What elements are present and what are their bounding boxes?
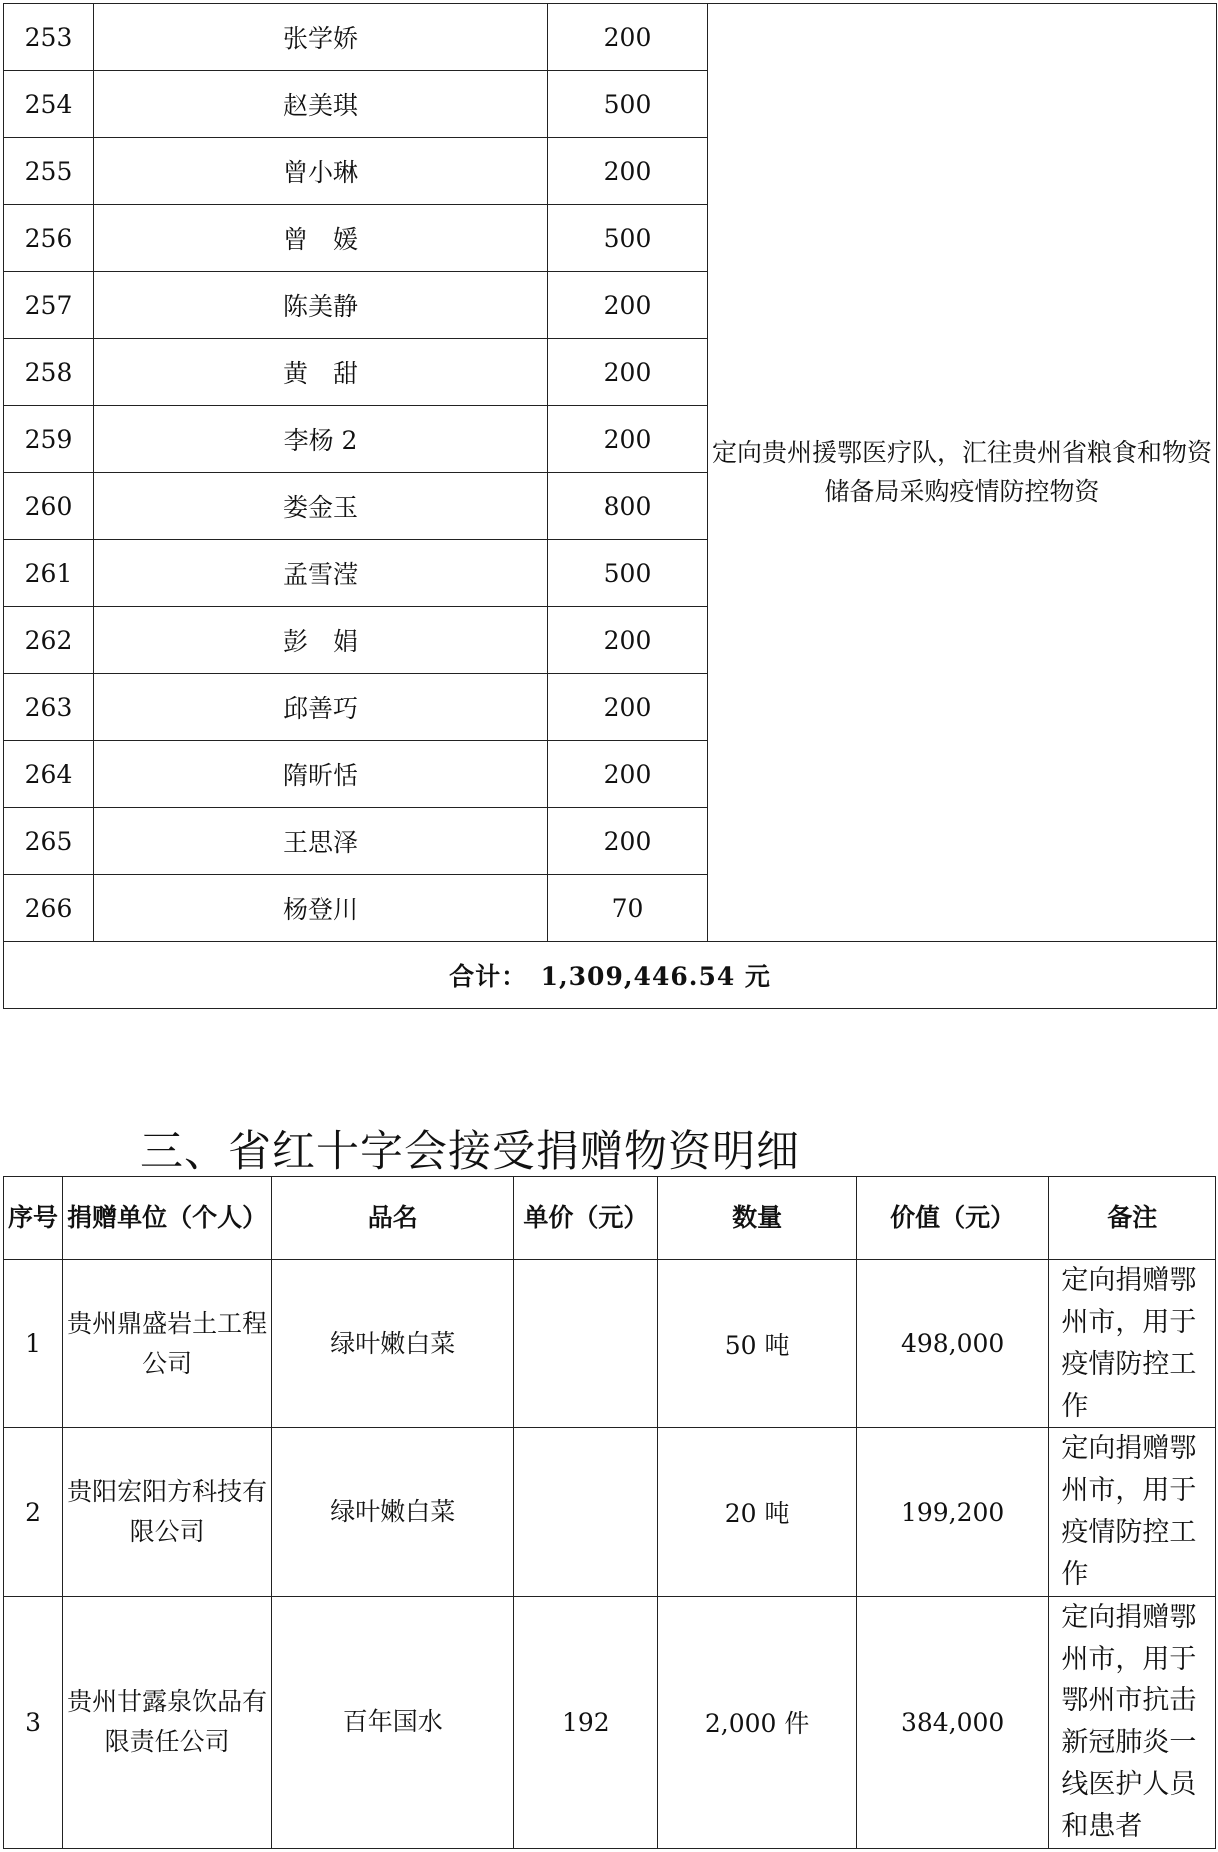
header-remark: 备注 [1049,1177,1216,1260]
row-number: 260 [4,473,94,540]
donor-name: 赵美琪 [94,71,548,138]
donor-name: 孟雪滢 [94,540,548,607]
row-number: 264 [4,741,94,808]
header-donor: 捐赠单位（个人） [63,1177,272,1260]
row-number: 258 [4,339,94,406]
donation-amount: 200 [548,674,708,741]
quantity: 50 吨 [658,1260,856,1428]
header-unit-price: 单价（元） [514,1177,658,1260]
total-amount: 合计： 1,309,446.54 元 [4,942,1217,1009]
row-number: 261 [4,540,94,607]
donor-name: 杨登川 [94,875,548,942]
header-row [4,1177,1216,1260]
donor-unit: 贵州鼎盛岩土工程公司 [63,1260,272,1428]
row-number: 2 [4,1428,63,1596]
row-number: 3 [4,1596,63,1848]
donation-amount: 200 [548,138,708,205]
header-item: 品名 [272,1177,514,1260]
donor-unit: 贵州甘露泉饮品有限责任公司 [63,1596,272,1848]
row-number: 253 [4,4,94,71]
donor-name: 张学娇 [94,4,548,71]
donor-name: 黄 甜 [94,339,548,406]
table-row [4,1428,1216,1596]
donor-name: 李杨 2 [94,406,548,473]
goods-donations-table [3,1176,1216,1849]
row-number: 255 [4,138,94,205]
table-row [4,1260,1216,1428]
value: 498,000 [856,1260,1049,1428]
donation-amount: 200 [548,339,708,406]
item-name: 绿叶嫩白菜 [272,1260,514,1428]
header-quantity: 数量 [658,1177,856,1260]
donor-name: 彭 娟 [94,607,548,674]
unit-price [514,1260,658,1428]
item-name: 百年国水 [272,1596,514,1848]
value: 384,000 [856,1596,1049,1848]
unit-price: 192 [514,1596,658,1848]
remark: 定向捐赠鄂州市，用于疫情防控工作 [1049,1260,1216,1428]
donation-amount: 500 [548,71,708,138]
total-row [4,942,1217,1009]
donation-amount: 200 [548,4,708,71]
donation-amount: 200 [548,272,708,339]
row-number: 256 [4,205,94,272]
row-number: 1 [4,1260,63,1428]
table-row [4,1596,1216,1848]
donor-unit: 贵阳宏阳方科技有限公司 [63,1428,272,1596]
remark: 定向捐赠鄂州市，用于疫情防控工作 [1049,1428,1216,1596]
table-row [4,4,1217,71]
header-value: 价值（元） [856,1177,1049,1260]
row-number: 257 [4,272,94,339]
remark: 定向捐赠鄂州市，用于鄂州市抗击新冠肺炎一线医护人员和患者 [1049,1596,1216,1848]
quantity: 20 吨 [658,1428,856,1596]
donation-note: 定向贵州援鄂医疗队，汇往贵州省粮食和物资储备局采购疫情防控物资 [708,4,1217,942]
donation-amount: 500 [548,540,708,607]
donation-amount: 500 [548,205,708,272]
donations-table [3,3,1217,1009]
donation-amount: 200 [548,607,708,674]
donor-name: 娄金玉 [94,473,548,540]
donation-amount: 200 [548,808,708,875]
row-number: 263 [4,674,94,741]
donor-name: 曾小琳 [94,138,548,205]
row-number: 254 [4,71,94,138]
donation-amount: 200 [548,406,708,473]
donor-name: 邱善巧 [94,674,548,741]
section-title: 三、省红十字会接受捐赠物资明细 [140,1127,800,1177]
donation-amount: 70 [548,875,708,942]
donor-name: 曾 媛 [94,205,548,272]
header-no: 序号 [4,1177,63,1260]
row-number: 259 [4,406,94,473]
donor-name: 隋昕恬 [94,741,548,808]
donation-amount: 800 [548,473,708,540]
donor-name: 陈美静 [94,272,548,339]
donor-name: 王思泽 [94,808,548,875]
value: 199,200 [856,1428,1049,1596]
item-name: 绿叶嫩白菜 [272,1428,514,1596]
row-number: 262 [4,607,94,674]
row-number: 265 [4,808,94,875]
unit-price [514,1428,658,1596]
donation-amount: 200 [548,741,708,808]
quantity: 2,000 件 [658,1596,856,1848]
row-number: 266 [4,875,94,942]
